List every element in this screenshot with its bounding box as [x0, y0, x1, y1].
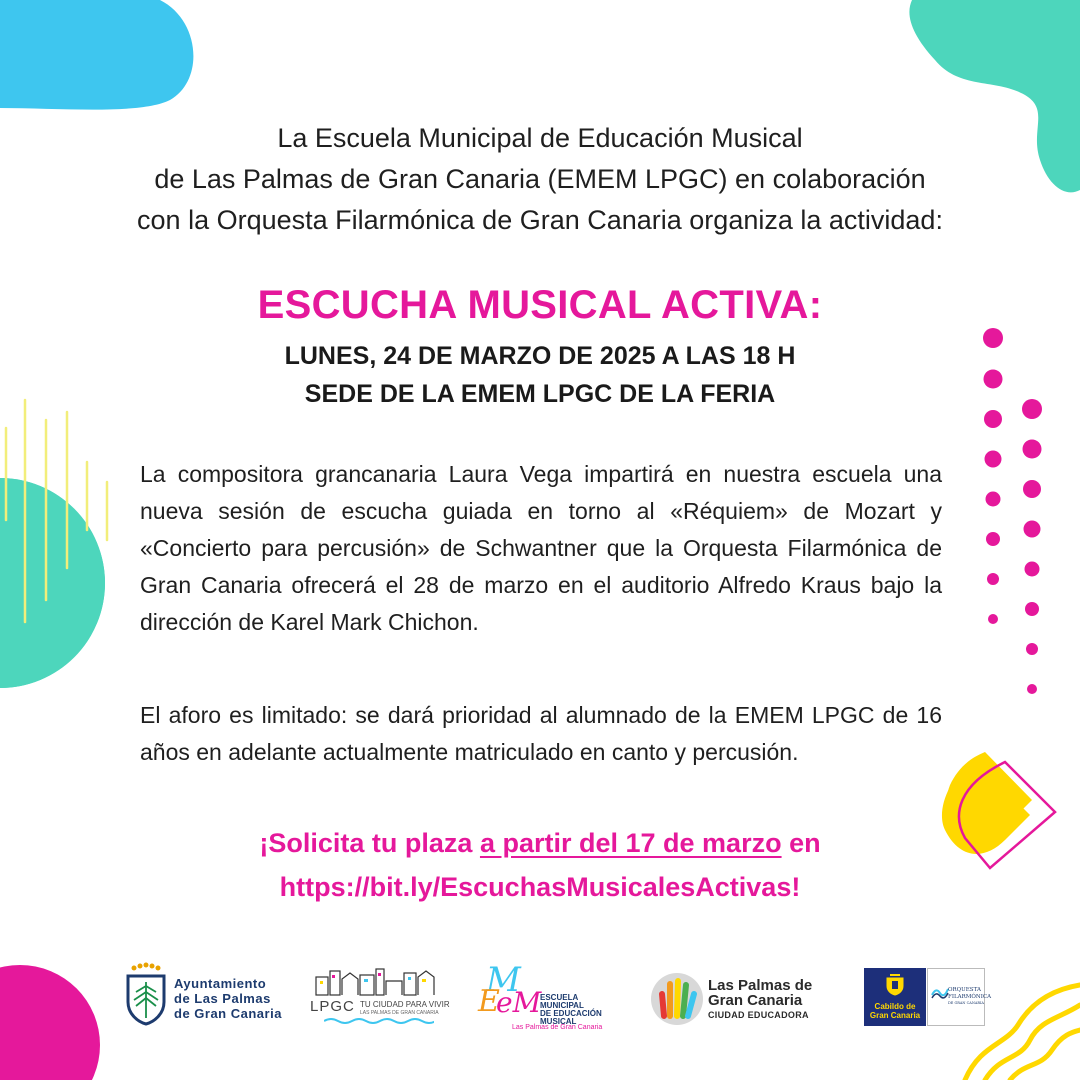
logo-lpgc — [308, 965, 448, 1025]
cabildo-line-1: Cabildo de — [874, 1002, 916, 1011]
emem-line-2: MUNICIPAL — [540, 1001, 584, 1010]
emem-line-3: DE EDUCACIÓN — [540, 1009, 602, 1018]
emem-m-letter: M — [486, 960, 521, 1000]
cta-url-link[interactable]: https://bit.ly/EscuchasMusicalesActivas! — [279, 872, 801, 902]
ayuntamiento-line-1: Ayuntamiento — [174, 976, 267, 991]
logo-ciudad-educadora — [650, 972, 830, 1028]
cyan-blob — [0, 0, 193, 110]
intro-line-1: La Escuela Municipal de Educación Musical — [277, 123, 803, 153]
orquesta-box — [927, 968, 992, 1026]
event-date: LUNES, 24 DE MARZO DE 2025 A LAS 18 H — [284, 342, 796, 370]
logo-ayuntamiento — [124, 962, 284, 1026]
wave-icon — [324, 1017, 434, 1025]
city-skyline-icon — [312, 965, 442, 997]
magenta-circle — [0, 965, 100, 1080]
emem-place: Las Palmas de Gran Canaria — [512, 1024, 603, 1031]
lpgc-small: LAS PALMAS DE GRAN CANARIA — [360, 1010, 439, 1016]
emem-e-letter: E — [478, 984, 500, 1019]
capacity-paragraph: El aforo es limitado: se dará prioridad al alumnado de la EMEM LPGC de 16 años en adelante actualmente matriculado en canto y percusión. — [140, 702, 942, 765]
ayuntamiento-line-2: de Las Palmas — [174, 991, 271, 1006]
cta-line — [40, 828, 1040, 859]
orquesta-line-2: FILARMÓNICA — [948, 993, 992, 1000]
cta-prefix: ¡Solicita tu plaza — [259, 828, 480, 858]
logo-cabildo-orquesta — [864, 968, 992, 1028]
cabildo-box — [864, 968, 926, 1026]
ciudad-line-3: CIUDAD EDUCADORA — [708, 1010, 809, 1020]
ciudad-line-1: Las Palmas de — [708, 977, 813, 994]
ayuntamiento-shield-icon — [124, 962, 168, 1026]
emem-line-1: ESCUELA — [540, 993, 579, 1002]
orquesta-wave-icon — [931, 985, 949, 999]
ciudad-educadora-hand-icon — [650, 972, 704, 1026]
cabildo-line-2: Gran Canaria — [869, 1011, 921, 1020]
lpgc-name: LPGC — [310, 998, 355, 1015]
intro-line-3: con la Orquesta Filarmónica de Gran Canaria organiza la actividad: — [137, 205, 943, 235]
event-venue: SEDE DE LA EMEM LPGC DE LA FERIA — [304, 380, 776, 408]
intro-line-2: de Las Palmas de Gran Canaria (EMEM LPGC) en colaboración — [154, 164, 926, 194]
ciudad-line-2: Gran Canaria — [708, 992, 803, 1009]
emem-em-letters: eM — [496, 986, 542, 1019]
event-title: ESCUCHA MUSICAL ACTIVA: — [257, 283, 823, 327]
orquesta-line-1: ORQUESTA — [948, 987, 981, 993]
intro-text — [40, 118, 1040, 241]
orquesta-line-3: DE GRAN CANARIA — [948, 1001, 984, 1005]
emem-line-4: MUSICAL — [540, 1017, 577, 1026]
logo-emem — [478, 962, 608, 1032]
cta-date-link[interactable]: a partir del 17 de marzo — [479, 828, 782, 858]
description-paragraph: La compositora grancanaria Laura Vega impartirá en nuestra escuela una nueva sesión de escucha guiada en torno al «Réquiem» de Mozart y «Concierto para percusión» de Schwantner que la Orquesta Filarmónica de Gran Canaria ofrecerá el 28 de marzo en el auditorio Alfredo Kraus bajo la dirección de Karel Mark Chichon. — [140, 461, 942, 635]
lpgc-tagline: TU CIUDAD PARA VIVIR — [360, 1000, 450, 1009]
ayuntamiento-line-3: de Gran Canaria — [174, 1006, 282, 1021]
cta-suffix: en — [781, 828, 821, 858]
cabildo-crest-icon — [884, 972, 906, 996]
